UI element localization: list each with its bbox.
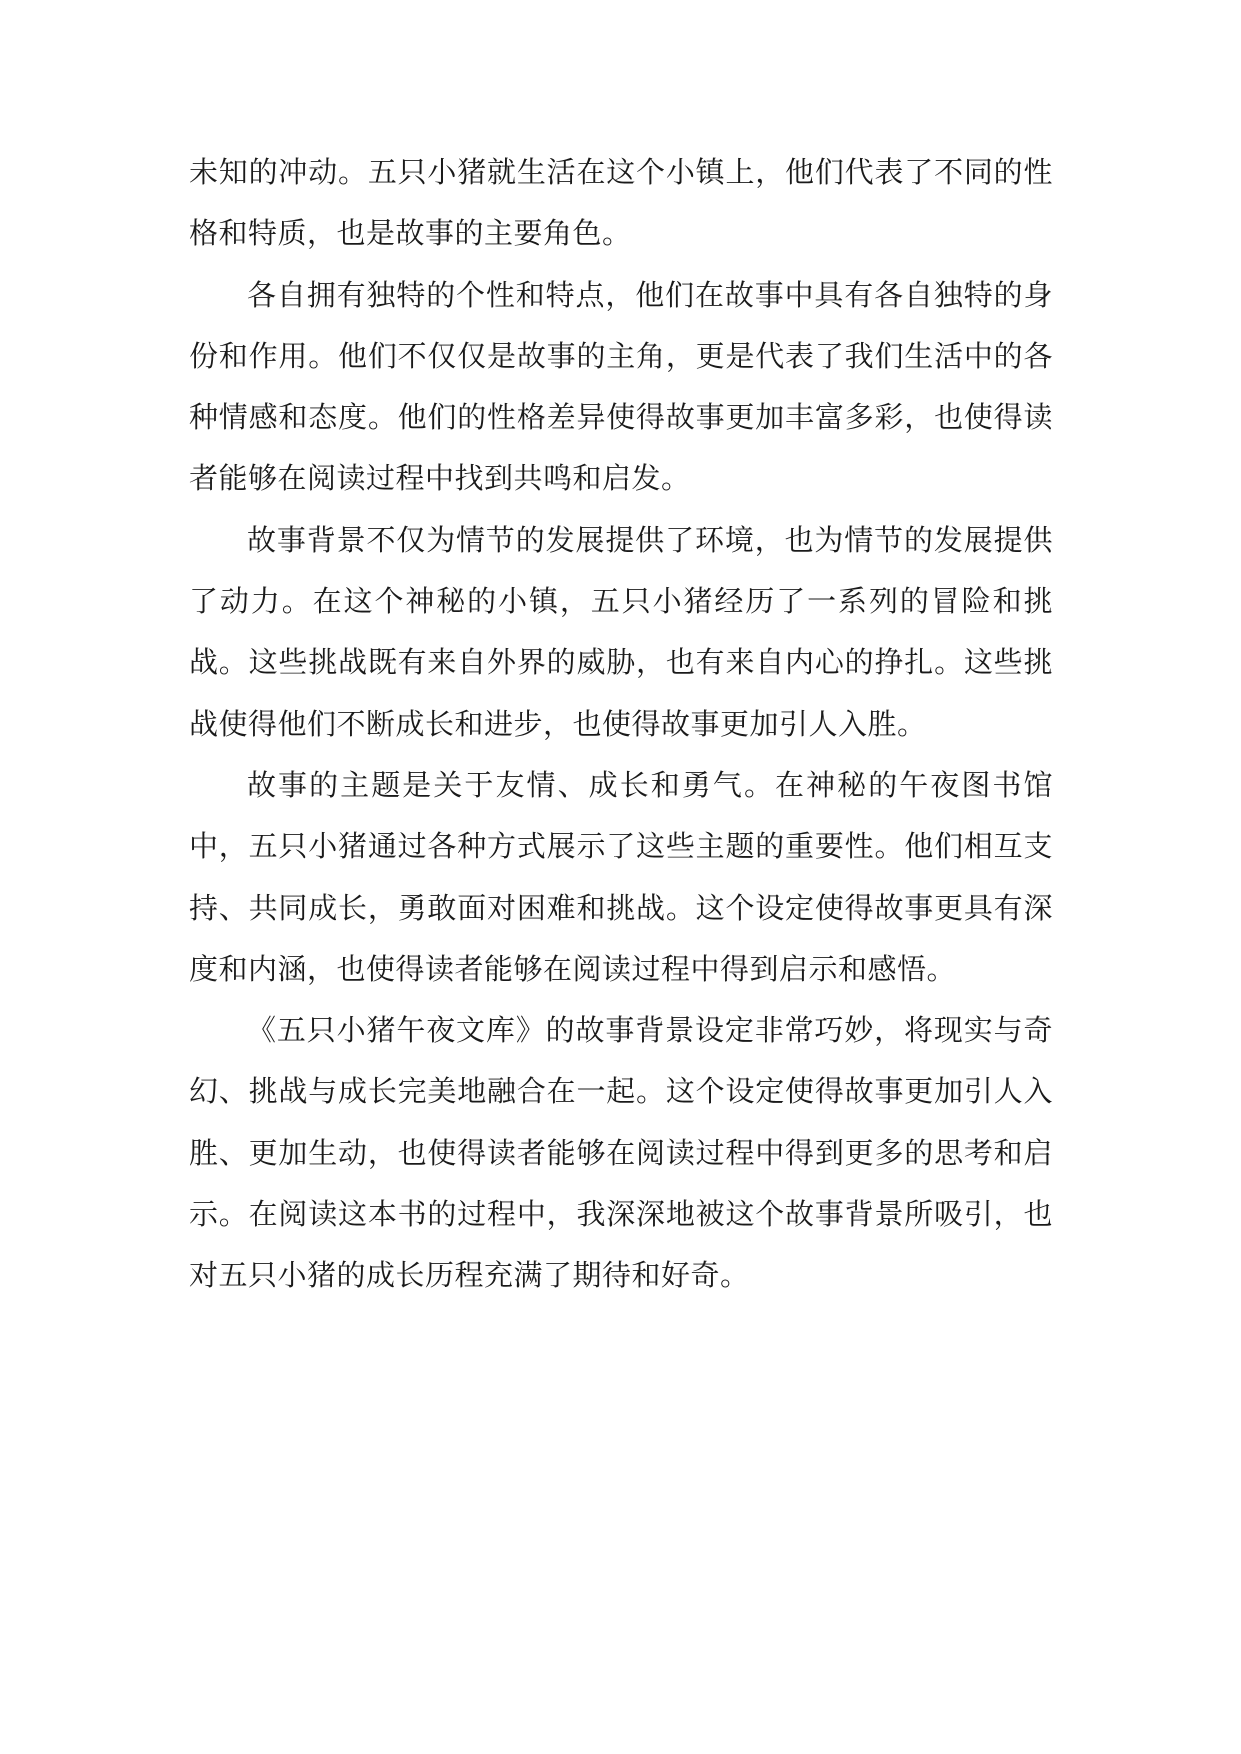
paragraph-5: 《五只小猪午夜文库》的故事背景设定非常巧妙，将现实与奇幻、挑战与成长完美地融合在一起。这个设定使得故事更加引人入胜、更加生动，也使得读者能够在阅读过程中得到更多的思考和启示。在阅读这本书的过程中，我深深地被这个故事背景所吸引，也对五只小猪的成长历程充满了期待和好奇。 — [189, 1013, 1053, 1293]
paragraph-4: 故事的主题是关于友情、成长和勇气。在神秘的午夜图书馆中，五只小猪通过各种方式展示了这些主题的重要性。他们相互支持、共同成长，勇敢面对困难和挑战。这个设定使得故事更具有深度和内涵，也使得读者能够在阅读过程中得到启示和感悟。 — [189, 767, 1053, 986]
document-body — [189, 142, 1053, 1307]
paragraph-3: 故事背景不仅为情节的发展提供了环境，也为情节的发展提供了动力。在这个神秘的小镇，五只小猪经历了一系列的冒险和挑战。这些挑战既有来自外界的威胁，也有来自内心的挣扎。这些挑战使得他们不断成长和进步，也使得故事更加引人入胜。 — [189, 522, 1053, 741]
paragraph-1: 未知的冲动。五只小猪就生活在这个小镇上，他们代表了不同的性格和特质，也是故事的主要角色。 — [189, 155, 1053, 251]
paragraph-2: 各自拥有独特的个性和特点，他们在故事中具有各自独特的身份和作用。他们不仅仅是故事的主角，更是代表了我们生活中的各种情感和态度。他们的性格差异使得故事更加丰富多彩，也使得读者能够在阅读过程中找到共鸣和启发。 — [189, 277, 1053, 496]
